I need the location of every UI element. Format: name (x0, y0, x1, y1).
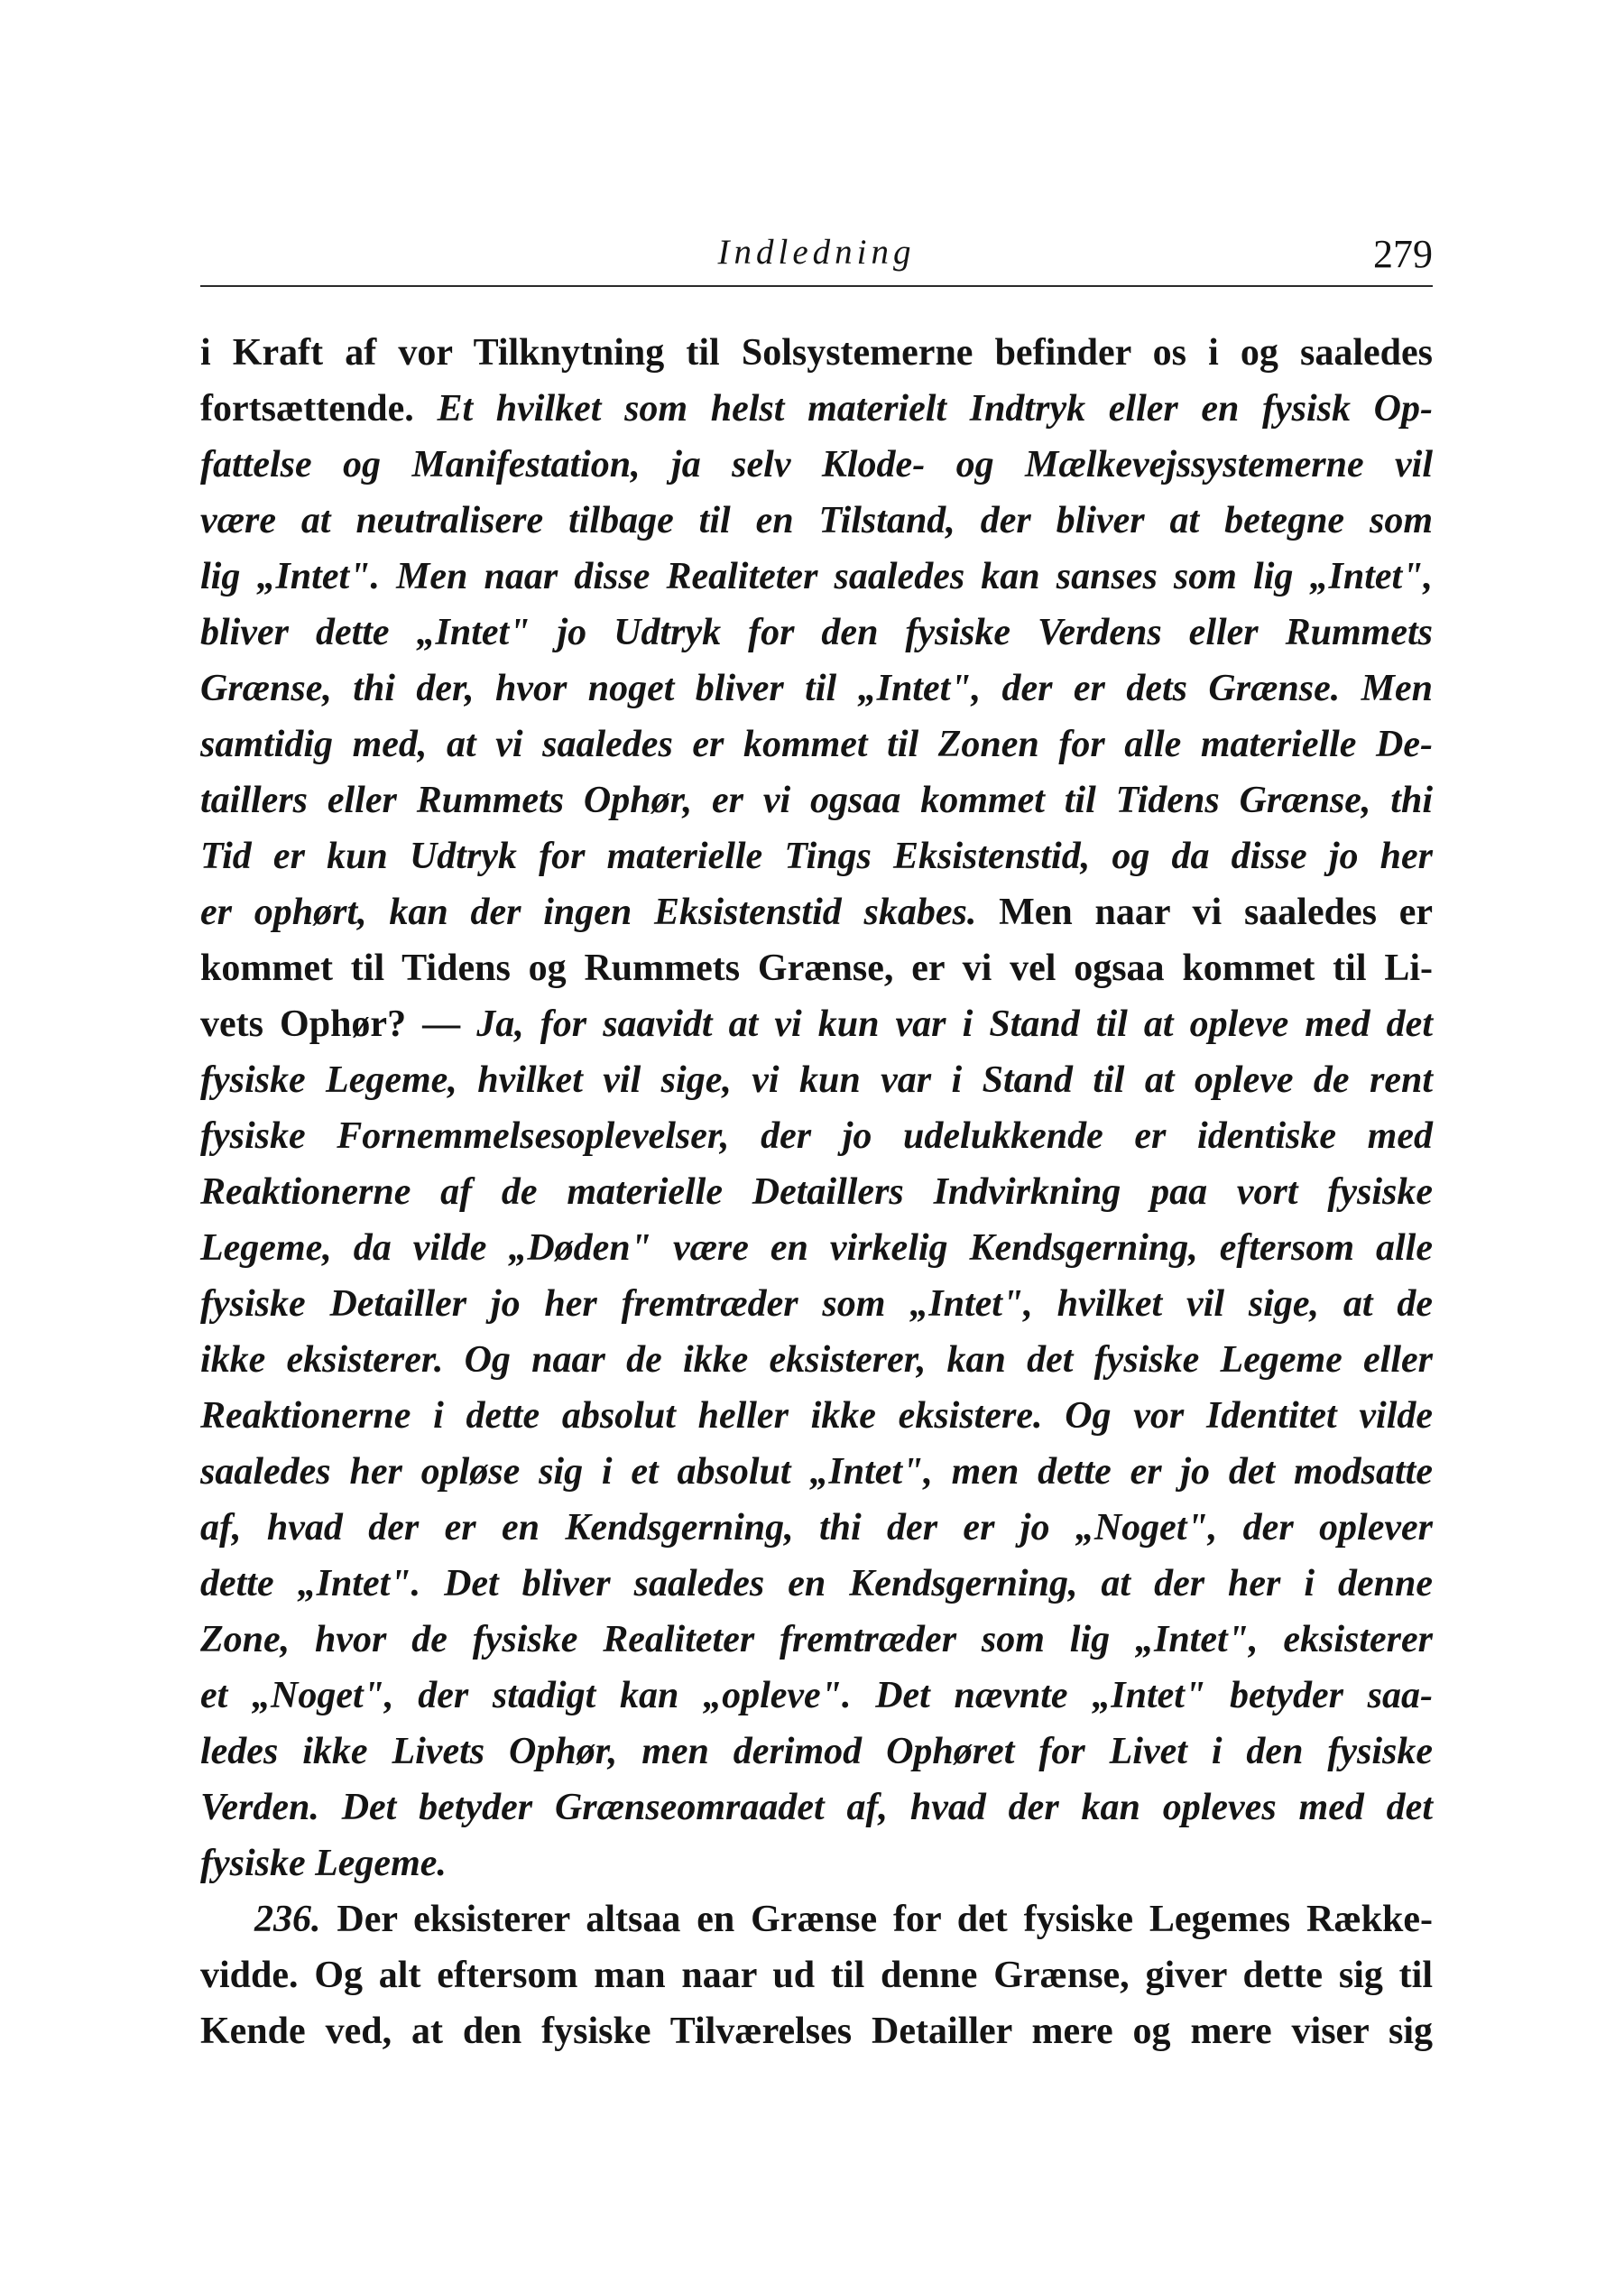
italic-text-segment: Verden. Det betyder Grænseomraadet af, hvad der kan opleves med det (200, 1787, 1433, 1828)
text-line (200, 828, 1433, 884)
text-line (200, 549, 1433, 605)
italic-text-segment: lig „Intet". Men naar disse Realiteter saaledes kan sanses som lig „Intet", (200, 556, 1433, 597)
text-line (200, 437, 1433, 493)
header-rule (200, 285, 1433, 287)
text-line (200, 1835, 1433, 1891)
text-line (200, 493, 1433, 549)
italic-text-segment: fysiske Detailler jo her fremtræder som „Intet", hvilket vil sige, at de (200, 1283, 1433, 1325)
text-line (200, 884, 1433, 940)
italic-text-segment: et „Noget", der stadigt kan „opleve". Det nævnte „Intet" betyder saa- (200, 1675, 1433, 1716)
text-line (200, 940, 1433, 996)
italic-text-segment: Legeme, da vilde „Døden" være en virkelig Kendsgerning, eftersom alle (200, 1227, 1433, 1269)
text-segment: Der eksisterer altsaa en Grænse for det fysiske Legemes Række- (320, 1899, 1433, 1940)
italic-text-segment: Reaktionerne af de materielle Detaillers Indvirkning paa vort fysiske (200, 1171, 1433, 1213)
italic-text-segment: ikke eksisterer. Og naar de ikke eksisterer, kan det fysiske Legeme eller (200, 1339, 1433, 1381)
text-line (200, 1108, 1433, 1164)
italic-text-segment: Tid er kun Udtryk for materielle Tings Eksistenstid, og da disse jo her (200, 836, 1433, 877)
text-segment: Men naar vi saaledes er (976, 892, 1433, 933)
text-line (200, 1052, 1433, 1108)
italic-text-segment: samtidig med, at vi saaledes er kommet til Zonen for alle materielle De- (200, 724, 1433, 765)
text-line (200, 996, 1433, 1052)
text-line (200, 381, 1433, 437)
text-line (200, 717, 1433, 772)
text-line (200, 1556, 1433, 1612)
italic-text-segment: fysiske Fornemmelsesoplevelser, der jo udelukkende er identiske med (200, 1115, 1433, 1157)
text-line (200, 1780, 1433, 1835)
italic-text-segment: fysiske Legeme. (200, 1843, 447, 1884)
italic-text-segment: saaledes her opløse sig i et absolut „Intet", men dette er jo det modsatte (200, 1451, 1433, 1493)
italic-text-segment: fattelse og Manifestation, ja selv Klode- og Mælkevejssystemerne vil (200, 444, 1433, 485)
text-segment: Kende ved, at den fysiske Tilværelses Detailler mere og mere viser sig (200, 2011, 1433, 2052)
text-segment: kommet til Tidens og Rummets Grænse, er vi vel ogsaa kommet til Li- (200, 948, 1433, 989)
running-head-title: Indledning (717, 233, 916, 272)
text-line (200, 1947, 1433, 2003)
text-line (200, 1220, 1433, 1276)
text-line (200, 1668, 1433, 1724)
italic-text-segment: fysiske Legeme, hvilket vil sige, vi kun var i Stand til at opleve de rent (200, 1059, 1433, 1101)
italic-text-segment: taillers eller Rummets Ophør, er vi ogsaa kommet til Tidens Grænse, thi (200, 780, 1433, 821)
text-line (200, 605, 1433, 661)
italic-text-segment: Zone, hvor de fysiske Realiteter fremtræder som lig „Intet", eksisterer (200, 1619, 1433, 1660)
body-text (200, 325, 1433, 2059)
italic-text-segment: Grænse, thi der, hvor noget bliver til „Intet", der er dets Grænse. Men (200, 668, 1433, 709)
italic-text-segment: bliver dette „Intet" jo Udtryk for den fysiske Verdens eller Rummets (200, 612, 1433, 653)
text-line (200, 661, 1433, 717)
text-line (200, 1388, 1433, 1444)
italic-text-segment: af, hvad der er en Kendsgerning, thi der er jo „Noget", der oplever (200, 1507, 1433, 1549)
text-line (200, 1164, 1433, 1220)
running-header (200, 231, 1433, 287)
italic-text-segment: være at neutralisere tilbage til en Tilstand, der bliver at betegne som (200, 500, 1433, 541)
italic-text-segment: Ja, for saavidt at vi kun var i Stand til at opleve med det (476, 1003, 1433, 1045)
italic-text-segment: dette „Intet". Det bliver saaledes en Kendsgerning, at der her i denne (200, 1563, 1433, 1604)
text-line (200, 1612, 1433, 1668)
text-line (200, 1891, 1433, 1947)
italic-text-segment: Reaktionerne i dette absolut heller ikke eksistere. Og vor Identitet vilde (200, 1395, 1433, 1437)
text-segment: vets Ophør? — (200, 1003, 477, 1045)
text-segment: i Kraft af vor Tilknytning til Solsystemerne befinder os i og saaledes (200, 332, 1433, 374)
italic-text-segment: 236. (254, 1899, 321, 1940)
text-line (200, 325, 1433, 381)
text-line (200, 1444, 1433, 1500)
italic-text-segment: er ophørt, kan der ingen Eksistenstid skabes. (200, 892, 977, 933)
text-line (200, 1724, 1433, 1780)
italic-text-segment: Et hvilket som helst materielt Indtryk eller en fysisk Op- (437, 388, 1433, 430)
text-segment: fortsættende. (200, 388, 438, 430)
text-line (200, 1276, 1433, 1332)
text-line (200, 2003, 1433, 2059)
text-segment: vidde. Og alt eftersom man naar ud til denne Grænse, giver dette sig til (200, 1955, 1433, 1996)
text-line (200, 1332, 1433, 1388)
text-line (200, 1500, 1433, 1556)
page-number: 279 (1373, 232, 1433, 276)
italic-text-segment: ledes ikke Livets Ophør, men derimod Ophøret for Livet i den fysiske (200, 1731, 1433, 1772)
text-line (200, 772, 1433, 828)
